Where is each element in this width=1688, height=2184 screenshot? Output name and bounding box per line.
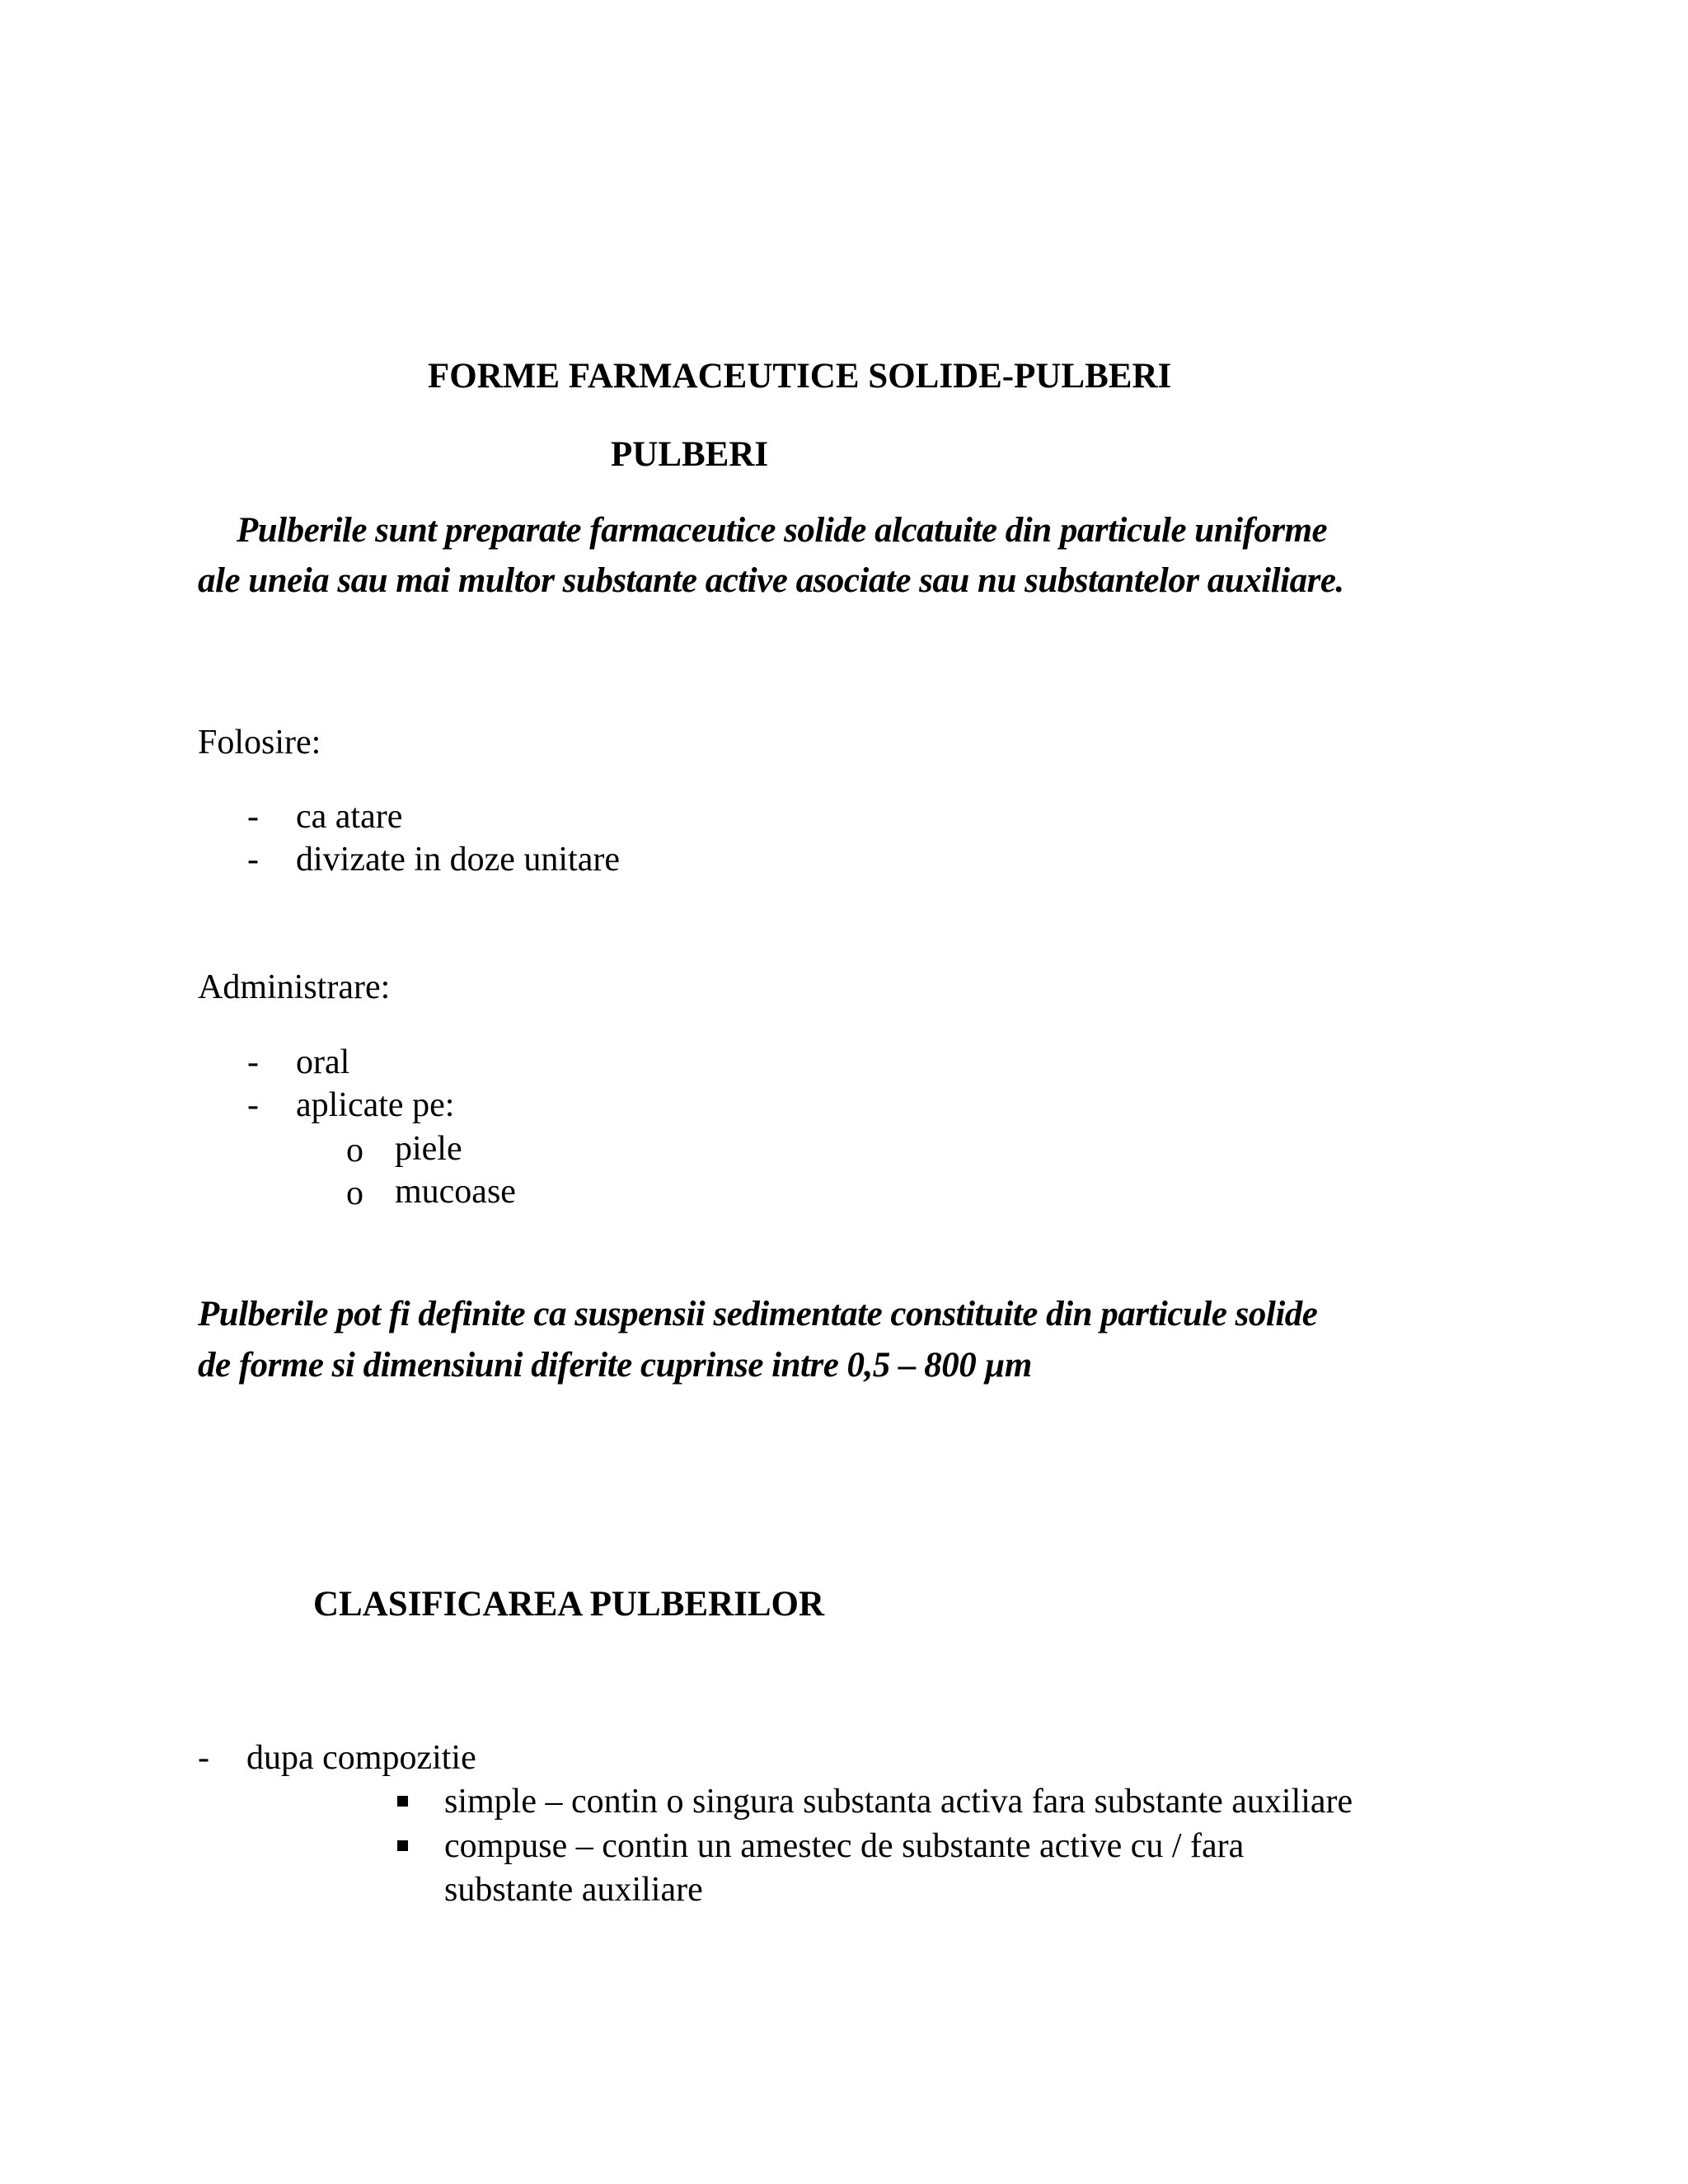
circle-bullet: o: [346, 1132, 363, 1169]
definition-line-2: ale uneia sau mai multor substante active asociate sau nu substantelor auxiliare.: [198, 561, 1344, 600]
classification-type-simple: simple – contin o singura substanta activa fara substante auxiliare: [444, 1783, 1353, 1821]
page-title: FORME FARMACEUTICE SOLIDE-PULBERI: [428, 357, 1172, 396]
usage-item: ca atare: [296, 798, 403, 836]
dash-bullet: -: [198, 1739, 209, 1777]
dash-bullet: -: [247, 1043, 259, 1081]
definition-line-1: Pulberile sunt preparate farmaceutice solide alcatuite din particule uniforme: [237, 511, 1328, 550]
administration-subitem: mucoase: [395, 1173, 516, 1211]
classification-heading: CLASIFICAREA PULBERILOR: [313, 1585, 825, 1624]
administration-subitem: piele: [395, 1130, 462, 1168]
classification-type-compound-continuation: substante auxiliare: [444, 1871, 703, 1909]
dash-bullet: -: [247, 841, 259, 879]
circle-bullet: o: [346, 1174, 363, 1212]
definition2-line-1: Pulberile pot fi definite ca suspensii sedimentate constituite din particule solide: [198, 1295, 1318, 1333]
classification-criterion: dupa compozitie: [246, 1739, 476, 1777]
administration-heading: Administrare:: [198, 968, 391, 1006]
square-bullet-icon: [397, 1840, 408, 1851]
page-subtitle: PULBERI: [611, 435, 769, 474]
square-bullet-icon: [397, 1796, 408, 1807]
classification-type-compound: compuse – contin un amestec de substante active cu / fara: [444, 1827, 1245, 1865]
usage-item: divizate in doze unitare: [296, 841, 620, 879]
usage-heading: Folosire:: [198, 724, 321, 762]
dash-bullet: -: [247, 798, 259, 836]
dash-bullet: -: [247, 1086, 259, 1124]
administration-item: oral: [296, 1043, 350, 1081]
administration-item: aplicate pe:: [296, 1086, 455, 1124]
definition2-line-2: de forme si dimensiuni diferite cuprinse intre 0,5 – 800 µm: [198, 1346, 1032, 1385]
